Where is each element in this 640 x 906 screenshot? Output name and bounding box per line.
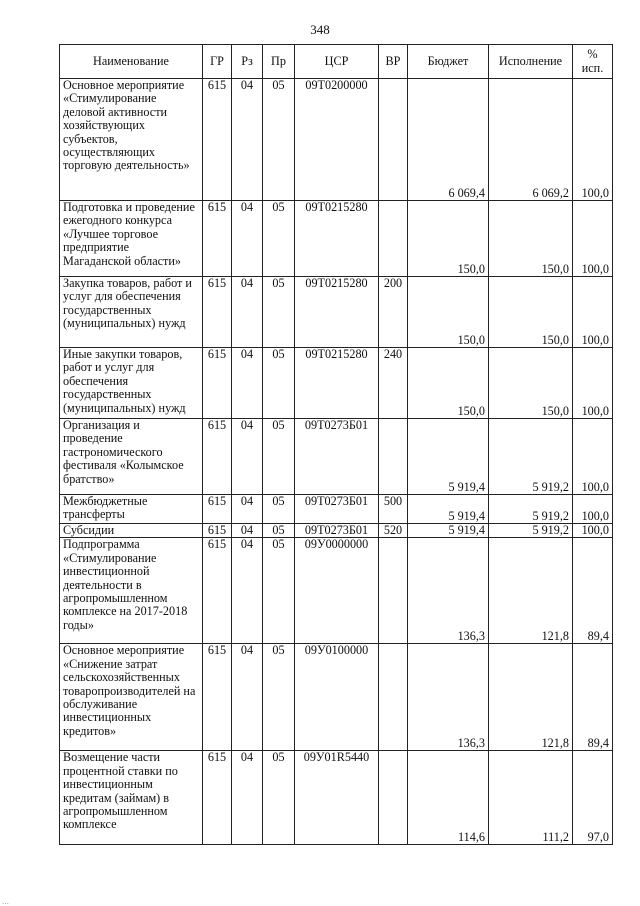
cell-pr: 05 [263, 524, 295, 538]
cell-csr: 09Т0273Б01 [295, 419, 379, 495]
cell-pr: 05 [263, 348, 295, 419]
cell-csr: 09У01R5440 [295, 751, 379, 845]
cell-vr: 520 [379, 524, 408, 538]
table-row [60, 201, 613, 277]
cell-name: Иные закупки товаров, работ и услуг для обеспечения государственных (муниципальных) нужд [60, 348, 203, 419]
cell-csr: 09Т0200000 [295, 79, 379, 201]
cell-execution: 150,0 [489, 201, 573, 277]
header-execution: Исполнение [489, 45, 573, 79]
cell-pr: 05 [263, 644, 295, 751]
header-percent: % исп. [573, 45, 613, 79]
cell-gr: 615 [203, 79, 232, 201]
cell-execution: 5 919,2 [489, 495, 573, 524]
table-row [60, 419, 613, 495]
cell-vr [379, 419, 408, 495]
cell-csr: 09Т0215280 [295, 277, 379, 348]
header-csr: ЦСР [295, 45, 379, 79]
table-row [60, 495, 613, 524]
cell-gr: 615 [203, 644, 232, 751]
cell-pr: 05 [263, 277, 295, 348]
table-row [60, 644, 613, 751]
cell-rz: 04 [232, 751, 263, 845]
page-number: 348 [310, 22, 330, 37]
cell-gr: 615 [203, 348, 232, 419]
cell-percent: 100,0 [573, 419, 613, 495]
cell-percent: 97,0 [573, 751, 613, 845]
cell-rz: 04 [232, 348, 263, 419]
cell-pr: 05 [263, 201, 295, 277]
cell-execution: 121,8 [489, 644, 573, 751]
cell-budget: 6 069,4 [408, 79, 489, 201]
cell-vr: 500 [379, 495, 408, 524]
cell-rz: 04 [232, 524, 263, 538]
header-budget: Бюджет [408, 45, 489, 79]
cell-execution: 5 919,2 [489, 524, 573, 538]
cell-pr: 05 [263, 79, 295, 201]
cell-gr: 615 [203, 524, 232, 538]
cell-budget: 5 919,4 [408, 419, 489, 495]
cell-csr: 09У0100000 [295, 644, 379, 751]
cell-name: Организация и проведение гастрономического фестиваля «Колымское братство» [60, 419, 203, 495]
cell-budget: 150,0 [408, 277, 489, 348]
cell-percent: 100,0 [573, 495, 613, 524]
cell-csr: 09Т0215280 [295, 201, 379, 277]
cell-percent: 89,4 [573, 538, 613, 644]
cell-budget: 150,0 [408, 348, 489, 419]
cell-csr: 09Т0273Б01 [295, 524, 379, 538]
cell-name: Межбюджетные трансферты [60, 495, 203, 524]
table-row [60, 751, 613, 845]
cell-name: Субсидии [60, 524, 203, 538]
cell-vr [379, 538, 408, 644]
cell-budget: 114,6 [408, 751, 489, 845]
cell-name: Возмещение части процентной ставки по инвестиционным кредитам (займам) в агропромышленном комплексе [60, 751, 203, 845]
budget-table [59, 44, 613, 845]
cell-name: Подпрограмма «Стимулирование инвестиционной деятельности в агропромышленном комплексе на 2017-2018 годы» [60, 538, 203, 644]
cell-budget: 136,3 [408, 644, 489, 751]
cell-vr: 200 [379, 277, 408, 348]
cell-gr: 615 [203, 201, 232, 277]
cell-rz: 04 [232, 538, 263, 644]
header-vr: ВР [379, 45, 408, 79]
header-name: Наименование [60, 45, 203, 79]
cell-pr: 05 [263, 419, 295, 495]
cell-execution: 150,0 [489, 277, 573, 348]
cell-percent: 100,0 [573, 277, 613, 348]
cell-vr [379, 644, 408, 751]
table-body [60, 79, 613, 845]
cell-execution: 150,0 [489, 348, 573, 419]
table-header-row [60, 45, 613, 79]
cell-pr: 05 [263, 751, 295, 845]
cell-percent: 100,0 [573, 524, 613, 538]
cell-pr: 05 [263, 495, 295, 524]
cell-budget: 5 919,4 [408, 524, 489, 538]
cell-rz: 04 [232, 495, 263, 524]
cell-name: Основное мероприятие «Снижение затрат сельскохозяйственных товаропроизводителей на обслуживание инвестиционных кредитов» [60, 644, 203, 751]
cell-percent: 100,0 [573, 79, 613, 201]
cell-vr [379, 751, 408, 845]
cell-csr: 09Т0215280 [295, 348, 379, 419]
cell-rz: 04 [232, 644, 263, 751]
cell-budget: 150,0 [408, 201, 489, 277]
cell-gr: 615 [203, 419, 232, 495]
cell-rz: 04 [232, 79, 263, 201]
cell-percent: 100,0 [573, 348, 613, 419]
cell-name: Закупка товаров, работ и услуг для обеспечения государственных (муниципальных) нужд [60, 277, 203, 348]
cell-name: Основное мероприятие «Стимулирование деловой активности хозяйствующих субъектов, осуществляющих торговую деятельность» [60, 79, 203, 201]
cell-name: Подготовка и проведение ежегодного конкурса «Лучшее торговое предприятие Магаданской области» [60, 201, 203, 277]
footer-scan-mark: … [2, 898, 10, 906]
cell-vr [379, 79, 408, 201]
table-row [60, 277, 613, 348]
cell-gr: 615 [203, 751, 232, 845]
cell-percent: 89,4 [573, 644, 613, 751]
cell-csr: 09Т0273Б01 [295, 495, 379, 524]
cell-gr: 615 [203, 277, 232, 348]
table-row [60, 524, 613, 538]
cell-execution: 121,8 [489, 538, 573, 644]
cell-gr: 615 [203, 495, 232, 524]
table-row [60, 538, 613, 644]
cell-execution: 5 919,2 [489, 419, 573, 495]
cell-vr: 240 [379, 348, 408, 419]
cell-execution: 6 069,2 [489, 79, 573, 201]
cell-gr: 615 [203, 538, 232, 644]
header-rz: Рз [232, 45, 263, 79]
cell-vr [379, 201, 408, 277]
header-pr: Пр [263, 45, 295, 79]
cell-execution: 111,2 [489, 751, 573, 845]
header-gr: ГР [203, 45, 232, 79]
cell-rz: 04 [232, 201, 263, 277]
table-row [60, 348, 613, 419]
table-row [60, 79, 613, 201]
cell-budget: 136,3 [408, 538, 489, 644]
cell-rz: 04 [232, 419, 263, 495]
cell-pr: 05 [263, 538, 295, 644]
cell-budget: 5 919,4 [408, 495, 489, 524]
cell-rz: 04 [232, 277, 263, 348]
cell-csr: 09У0000000 [295, 538, 379, 644]
cell-percent: 100,0 [573, 201, 613, 277]
